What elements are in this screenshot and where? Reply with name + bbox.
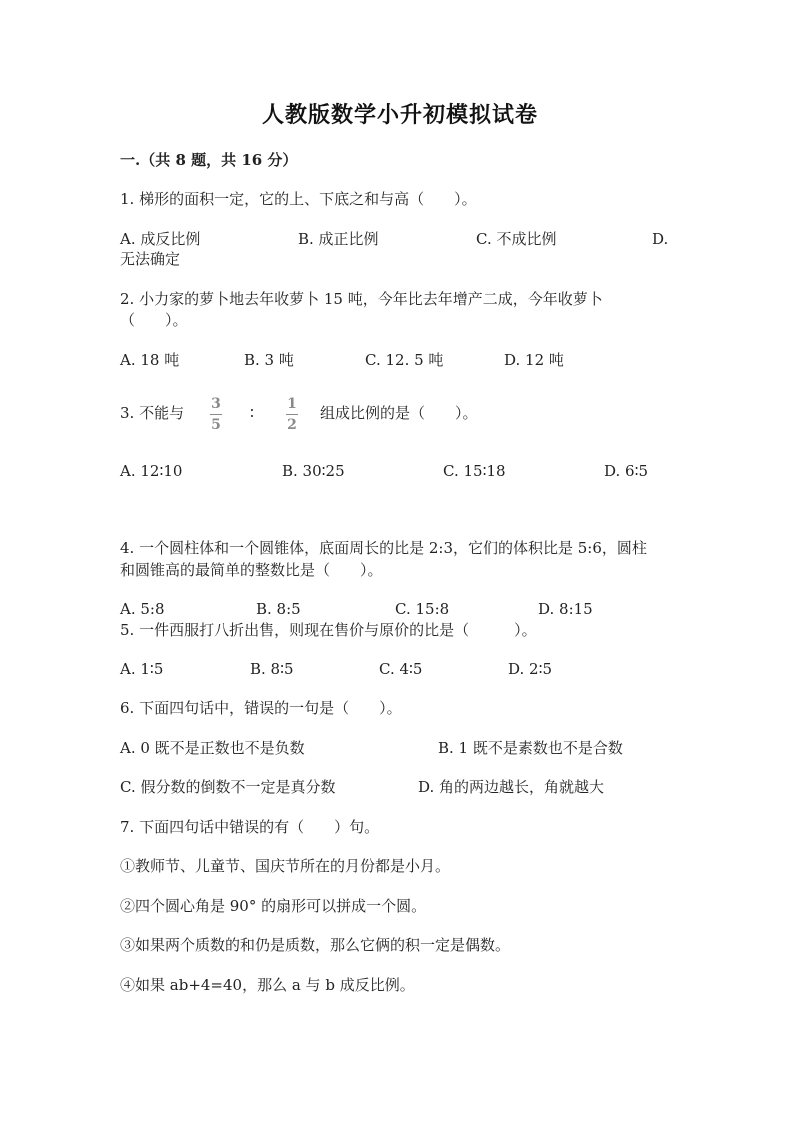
exam-title: 人教版数学小升初模拟试卷	[261, 102, 538, 128]
q5-option-c: C. 4∶5	[379, 660, 423, 678]
q3-option-b: B. 30∶25	[282, 462, 345, 480]
section-header: 一.（共 8 题，共 16 分）	[120, 151, 298, 169]
q1-option-d: D.	[652, 230, 669, 248]
q7-statement-4: ④如果 ab+4=40，那么 a 与 b 成反比例。	[120, 976, 415, 994]
q3-fraction2-numerator: 1	[287, 396, 297, 412]
q1-option-a: A. 成反比例	[120, 230, 201, 248]
q4-option-b: B. 8:5	[256, 600, 301, 618]
q4-stem-line1: 4. 一个圆柱体和一个圆锥体，底面周长的比是 2:3，它们的体积比是 5:6，圆柱	[120, 539, 647, 557]
q6-stem: 6. 下面四句话中，错误的一句是（ ）。	[120, 699, 402, 717]
q6-option-c: C. 假分数的倒数不一定是真分数	[120, 778, 336, 796]
q1-option-c: C. 不成比例	[476, 230, 557, 248]
q3-option-c: C. 15∶18	[443, 462, 506, 480]
q3-ratio-colon: ∶	[250, 404, 254, 422]
q4-stem-line2: 和圆锥高的最简单的整数比是（ ）。	[120, 561, 383, 579]
q3-option-d: D. 6∶5	[604, 462, 649, 480]
q7-statement-1: ①教师节、儿童节、国庆节所在的月份都是小月。	[120, 857, 451, 875]
q2-option-a: A. 18 吨	[120, 351, 180, 369]
q2-stem-line1: 2. 小力家的萝卜地去年收萝卜 15 吨，今年比去年增产二成，今年收萝卜	[120, 290, 603, 308]
q4-option-a: A. 5:8	[120, 600, 165, 618]
q2-option-b: B. 3 吨	[244, 351, 294, 369]
q4-option-d: D. 8:15	[538, 600, 593, 618]
q1-option-b: B. 成正比例	[298, 230, 379, 248]
q5-option-a: A. 1∶5	[120, 660, 164, 678]
fraction-bar	[210, 414, 222, 415]
q3-prefix: 3. 不能与	[120, 404, 185, 422]
q3-fraction2-denominator: 2	[287, 417, 297, 433]
q7-statement-3: ③如果两个质数的和仍是质数，那么它俩的积一定是偶数。	[120, 936, 511, 954]
q6-option-d: D. 角的两边越长，角就越大	[418, 778, 605, 796]
q4-option-c: C. 15:8	[395, 600, 450, 618]
q2-option-c: C. 12. 5 吨	[365, 351, 444, 369]
q2-stem-line2: （ ）。	[120, 311, 188, 329]
q6-option-b: B. 1 既不是素数也不是合数	[438, 739, 623, 757]
q7-stem: 7. 下面四句话中错误的有（ ）句。	[120, 818, 380, 836]
q3-option-a: A. 12∶10	[120, 462, 183, 480]
q3-fraction-3-5	[208, 396, 224, 433]
q5-option-d: D. 2∶5	[508, 660, 553, 678]
fraction-bar	[286, 414, 298, 415]
q6-option-a: A. 0 既不是正数也不是负数	[120, 739, 305, 757]
q1-stem: 1. 梯形的面积一定，它的上、下底之和与高（ ）。	[120, 190, 477, 208]
q1-option-d-continued: 无法确定	[120, 250, 181, 268]
q5-stem: 5. 一件西服打八折出售，则现在售价与原价的比是（ ）。	[120, 621, 537, 639]
q3-suffix: 组成比例的是（ ）。	[320, 404, 478, 422]
q2-option-d: D. 12 吨	[504, 351, 564, 369]
q3-fraction-1-2	[284, 396, 300, 433]
q7-statement-2: ②四个圆心角是 90° 的扇形可以拼成一个圆。	[120, 897, 427, 915]
q3-fraction1-numerator: 3	[211, 396, 221, 412]
q5-option-b: B. 8∶5	[250, 660, 294, 678]
q3-fraction1-denominator: 5	[211, 417, 221, 433]
